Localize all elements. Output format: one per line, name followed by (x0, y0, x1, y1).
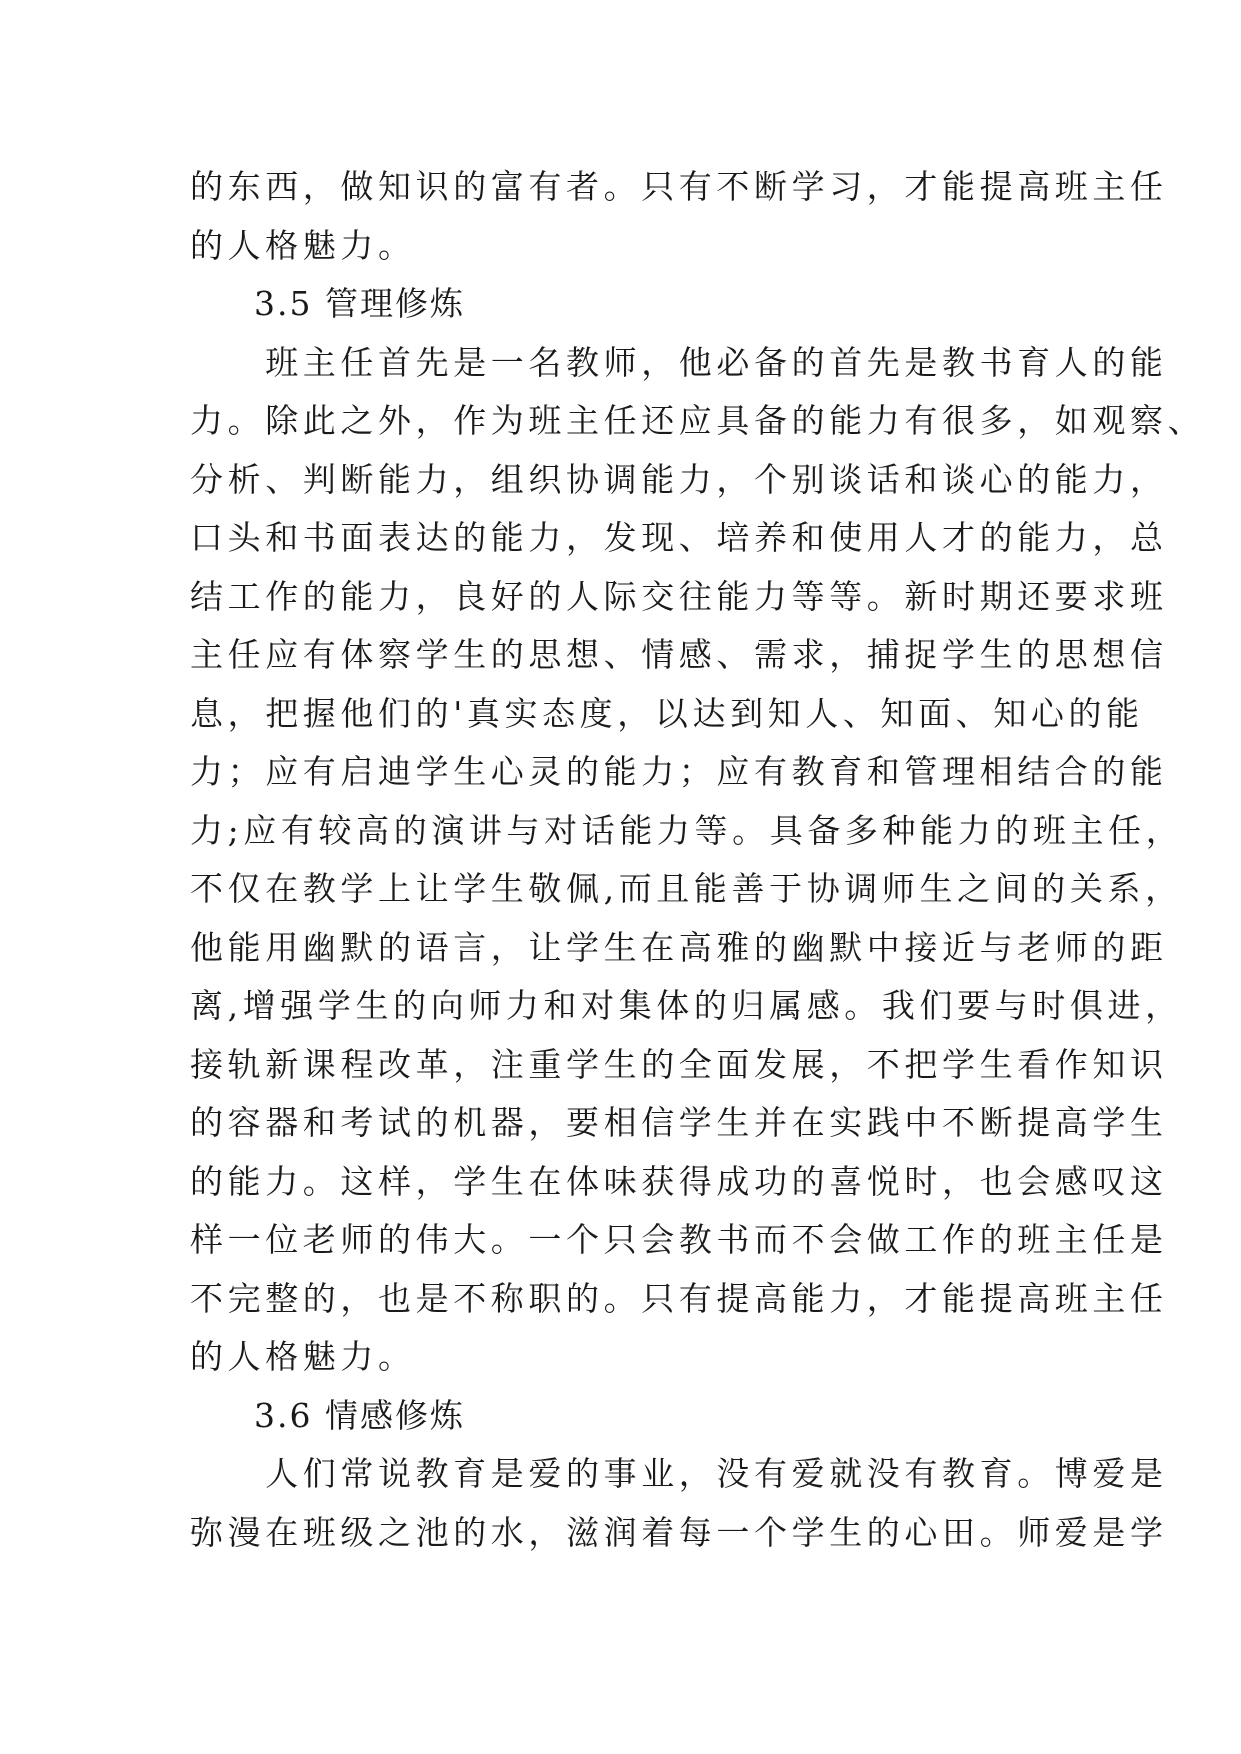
body-line: 结工作的能力，良好的人际交往能力等等。新时期还要求班 (190, 576, 1168, 616)
body-line: 接轨新课程改革，注重学生的全面发展，不把学生看作知识 (190, 1044, 1168, 1084)
body-line: 口头和书面表达的能力，发现、培养和使用人才的能力，总 (190, 518, 1168, 557)
body-line: 班主任首先是一名教师，他必备的首先是教书育人的能 (190, 342, 1168, 382)
body-line: 弥漫在班级之池的水，滋润着每一个学生的心田。师爱是学 (190, 1512, 1168, 1552)
body-line: 的人格魅力。 (190, 225, 416, 265)
body-line: 的东西，做知识的富有者。只有不断学习，才能提高班主任 (190, 167, 1168, 206)
body-line: 他能用幽默的语言，让学生在高雅的幽默中接近与老师的距 (190, 927, 1168, 967)
body-line: 分析、判断能力，组织协调能力，个别谈话和谈心的能力， (190, 459, 1168, 499)
document-body (190, 158, 1206, 1562)
section-heading-3-6: 3.6 情感修炼 (254, 1395, 465, 1435)
body-line: 人们常说教育是爱的事业，没有爱就没有教育。博爱是 (190, 1454, 1168, 1493)
body-line: 不完整的，也是不称职的。只有提高能力，才能提高班主任 (190, 1278, 1168, 1318)
body-line: 息，把握他们的'真实态度，以达到知人、知面、知心的能 (190, 693, 1144, 733)
body-line: 的人格魅力。 (190, 1337, 416, 1376)
body-line: 力；应有启迪学生心灵的能力；应有教育和管理相结合的能 (190, 752, 1168, 791)
body-line: 不仅在教学上让学生敬佩,而且能善于协调师生之间的关系， (190, 869, 1183, 908)
body-line: 力;应有较高的演讲与对话能力等。具备多种能力的班主任， (190, 810, 1184, 850)
section-heading-3-5: 3.5 管理修炼 (254, 284, 465, 323)
body-line: 的容器和考试的机器，要相信学生并在实践中不断提高学生 (190, 1103, 1168, 1142)
body-line: 主任应有体察学生的思想、情感、需求，捕捉学生的思想信 (190, 635, 1168, 674)
body-line: 力。除此之外，作为班主任还应具备的能力有很多，如观察、 (190, 401, 1206, 440)
body-line: 的能力。这样，学生在体味获得成功的喜悦时，也会感叹这 (190, 1161, 1168, 1201)
body-line: 离,增强学生的向师力和对集体的归属感。我们要与时俱进， (190, 986, 1183, 1025)
body-line: 样一位老师的伟大。一个只会教书而不会做工作的班主任是 (190, 1220, 1168, 1259)
